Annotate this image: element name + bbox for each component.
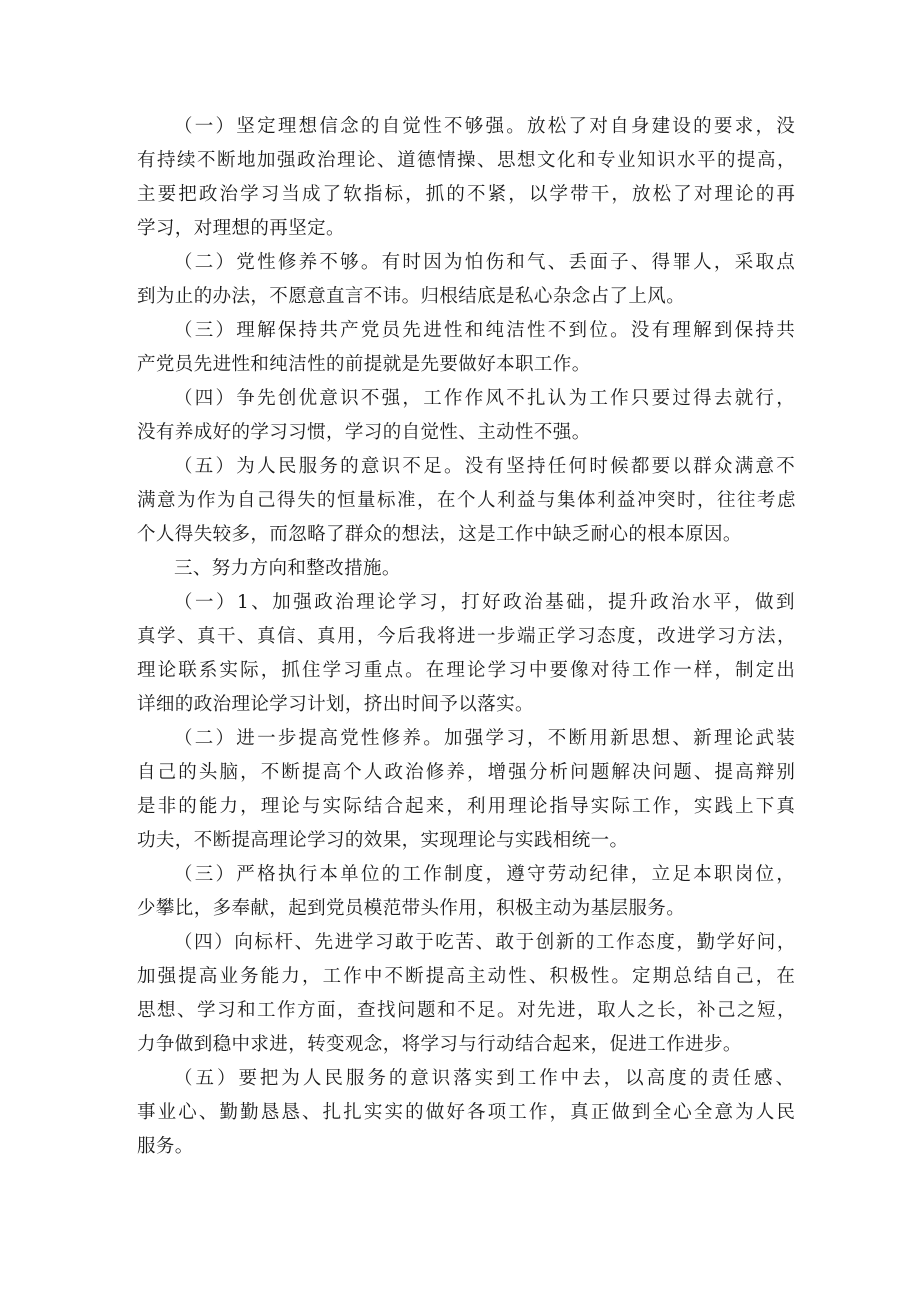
text-line: 没有养成好的学习习惯，学习的自觉性、主动性不强。 bbox=[137, 422, 591, 443]
text-line: 学习，对理想的再坚定。 bbox=[137, 218, 345, 239]
text-line: （四）向标杆、先进学习敢于吃苦、敢于创新的工作态度，勤学好问， bbox=[174, 932, 797, 953]
paragraph bbox=[137, 858, 797, 926]
text-line: （二）进一步提高党性修养。加强学习，不断用新思想、新理论武装 bbox=[174, 728, 797, 749]
text-line: 是非的能力，理论与实际结合起来，利用理论指导实际工作，实践上下真 bbox=[137, 796, 797, 817]
text-line: 详细的政治理论学习计划，挤出时间予以落实。 bbox=[137, 694, 534, 715]
text-line: 主要把政治学习当成了软指标，抓的不紧，以学带干，放松了对理论的再 bbox=[137, 184, 797, 205]
text-line: （一）坚定理想信念的自觉性不够强。放松了对自身建设的要求，没 bbox=[174, 116, 797, 137]
text-line: （五）为人民服务的意识不足。没有坚持任何时候都要以群众满意不 bbox=[174, 456, 797, 477]
paragraph bbox=[137, 110, 797, 246]
document-body bbox=[137, 110, 797, 1164]
text-line: （四）争先创优意识不强，工作作风不扎认为工作只要过得去就行， bbox=[174, 388, 797, 409]
text-line: 服务。 bbox=[137, 1136, 194, 1157]
text-line: 个人得失较多，而忽略了群众的想法，这是工作中缺乏耐心的根本原因。 bbox=[137, 524, 742, 545]
paragraph bbox=[137, 926, 797, 1062]
text-line: 自己的头脑，不断提高个人政治修养，增强分析问题解决问题、提高辩别 bbox=[137, 762, 797, 783]
paragraph bbox=[137, 586, 797, 722]
text-line: 思想、学习和工作方面，查找问题和不足。对先进，取人之长，补己之短， bbox=[137, 1000, 797, 1021]
paragraph bbox=[137, 382, 797, 450]
text-line: 到为止的办法，不愿意直言不讳。归根结底是私心杂念占了上风。 bbox=[137, 286, 686, 307]
paragraph bbox=[137, 1062, 797, 1164]
text-line: （五）要把为人民服务的意识落实到工作中去，以高度的责任感、 bbox=[174, 1068, 797, 1089]
text-line: 产党员先进性和纯洁性的前提就是先要做好本职工作。 bbox=[137, 354, 591, 375]
paragraph bbox=[137, 552, 797, 586]
text-line: 三、努力方向和整改措施。 bbox=[174, 558, 401, 579]
paragraph bbox=[137, 450, 797, 552]
text-line: 满意为作为自己得失的恒量标准，在个人利益与集体利益冲突时，往往考虑 bbox=[137, 490, 797, 511]
text-line: （二）党性修养不够。有时因为怕伤和气、丢面子、得罪人，采取点 bbox=[174, 252, 797, 273]
text-line: 加强提高业务能力，工作中不断提高主动性、积极性。定期总结自己，在 bbox=[137, 966, 797, 987]
paragraph bbox=[137, 246, 797, 314]
text-line: 事业心、勤勤恳恳、扎扎实实的做好各项工作，真正做到全心全意为人民 bbox=[137, 1102, 797, 1123]
text-line: 力争做到稳中求进，转变观念，将学习与行动结合起来，促进工作进步。 bbox=[137, 1034, 742, 1055]
text-line: （三）理解保持共产党员先进性和纯洁性不到位。没有理解到保持共 bbox=[174, 320, 797, 341]
text-line: 功夫，不断提高理论学习的效果，实现理论与实践相统一。 bbox=[137, 830, 629, 851]
text-line: （一）1、加强政治理论学习，打好政治基础，提升政治水平，做到 bbox=[174, 592, 797, 613]
paragraph bbox=[137, 314, 797, 382]
text-line: 真学、真干、真信、真用，今后我将进一步端正学习态度，改进学习方法， bbox=[137, 626, 797, 647]
text-line: 有持续不断地加强政治理论、道德情操、思想文化和专业知识水平的提高， bbox=[137, 150, 797, 171]
text-line: 理论联系实际，抓住学习重点。在理论学习中要像对待工作一样，制定出 bbox=[137, 660, 797, 681]
text-line: （三）严格执行本单位的工作制度，遵守劳动纪律，立足本职岗位， bbox=[174, 864, 797, 885]
text-line: 少攀比，多奉献，起到党员模范带头作用，积极主动为基层服务。 bbox=[137, 898, 686, 919]
paragraph bbox=[137, 722, 797, 858]
